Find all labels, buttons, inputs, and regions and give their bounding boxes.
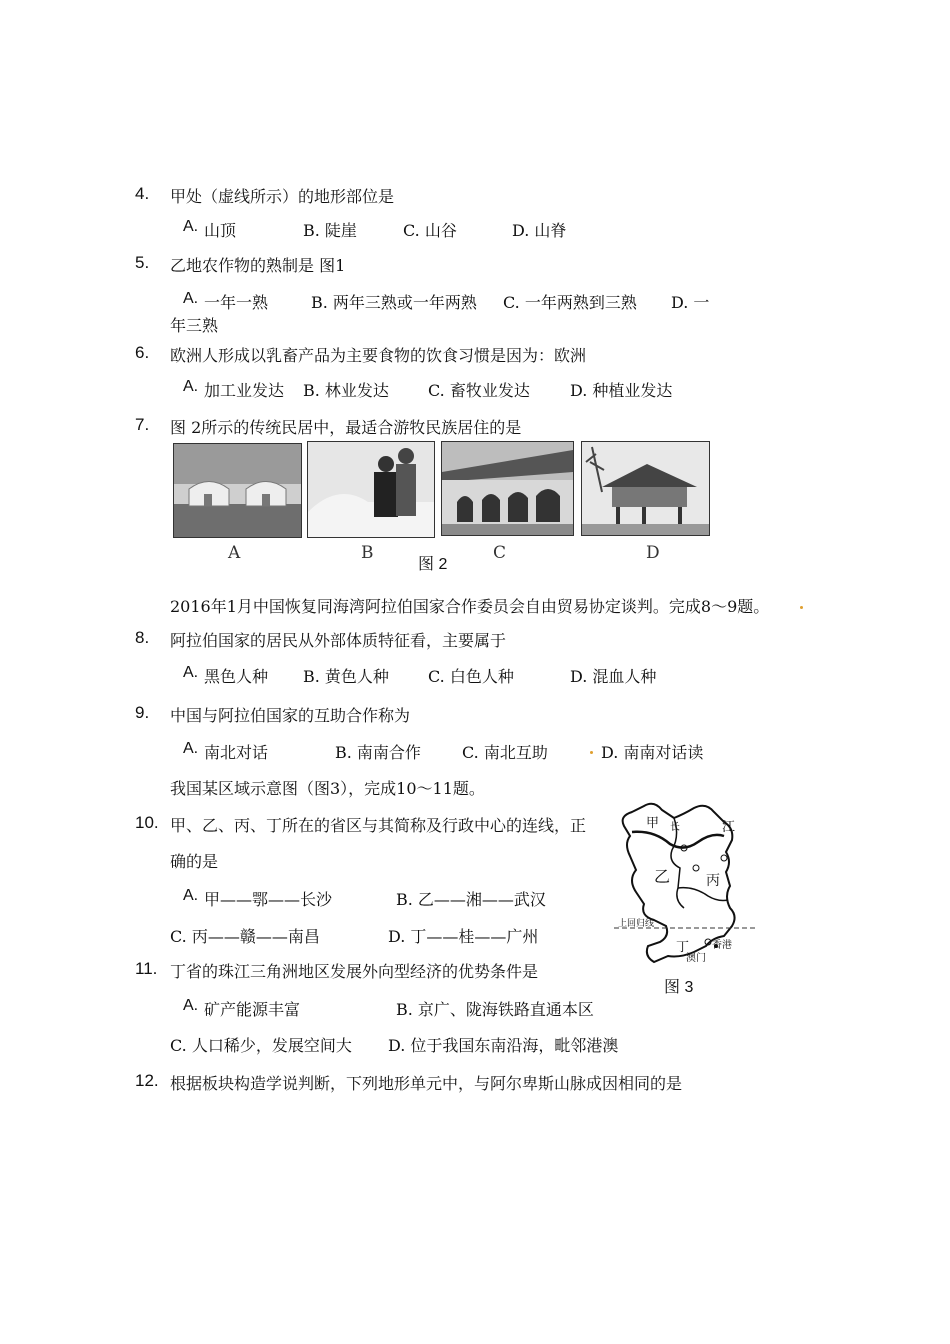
q8-stem: 阿拉伯国家的居民从外部体质特征看，主要属于 [170,631,507,650]
q11-option-a-letter: A. [183,997,199,1014]
q4-number: 4. [135,184,150,203]
map-label-bing: 丙 [706,873,720,889]
q10-option-c: C. 丙——赣——南昌 [170,927,320,946]
q10-number: 10. [135,813,159,832]
orange-mark-2 [590,751,593,754]
map-label-macau: 澳门 [686,953,706,964]
q11-option-a: 矿产能源丰富 [204,1000,301,1019]
q10-option-a-letter: A. [183,887,199,904]
q10-option-b: B. 乙——湘——武汉 [396,890,546,909]
q5-option-b: B. 两年三熟或一年两熟 [311,293,477,312]
q4-option-c: C. 山谷 [403,221,457,240]
q5-number: 5. [135,253,150,272]
photo-b-igloo-people [307,441,435,538]
map-label-hongkong: 香港 [712,940,732,951]
photo-label-b: B [361,543,374,563]
q11-stem: 丁省的珠江三角洲地区发展外向型经济的优势条件是 [170,962,539,981]
q4-stem: 甲处（虚线所示）的地形部位是 [170,187,395,206]
q4-option-a-letter: A. [183,218,199,235]
q9-option-b: B. 南南合作 [335,743,421,762]
map-label-jia: 甲 [646,816,660,831]
q5-stem: 乙地农作物的熟制是 图1 [170,256,346,275]
q10-option-a: 甲——鄂——长沙 [204,890,333,909]
orange-mark [800,606,803,609]
intro-q10-11: 我国某区域示意图（图3），完成10～11题。 [170,779,485,798]
q4-option-b: B. 陡崖 [303,221,357,240]
map-label-tropic: 上回归线 [618,919,655,929]
q6-option-a: 加工业发达 [204,381,285,400]
map-label-chang: 长 [670,822,680,833]
map-label-ding: 丁 [676,940,690,955]
q9-option-a-letter: A. [183,740,199,757]
q7-number: 7. [135,415,150,434]
q6-option-c: C. 畜牧业发达 [428,381,530,400]
q8-option-d: D. 混血人种 [570,667,657,686]
q8-option-a-letter: A. [183,664,199,681]
q5-option-a: 一年一熟 [204,293,269,312]
q11-option-c: C. 人口稀少，发展空间大 [170,1036,352,1055]
q5-option-c: C. 一年两熟到三熟 [503,293,637,312]
q10-option-d: D. 丁——桂——广州 [388,927,539,946]
q6-option-d: D. 种植业发达 [570,381,673,400]
photo-c-cave-dwellings [441,441,574,536]
intro-q8-9: 2016年1月中国恢复同海湾阿拉伯国家合作委员会自由贸易协定谈判。完成8～9题。 [170,597,770,616]
q6-number: 6. [135,343,150,362]
q9-option-c: C. 南北互助 [462,743,548,762]
q12-stem: 根据板块构造学说判断，下列地形单元中，与阿尔卑斯山脉成因相同的是 [170,1074,683,1093]
figure-3-map [614,796,758,971]
q9-option-a: 南北对话 [204,743,269,762]
q8-option-a: 黑色人种 [204,667,269,686]
photo-a-yurts [173,443,302,538]
figure-3-caption: 图 3 [664,979,694,996]
photo-d-stilt-house [581,441,710,536]
q11-option-b: B. 京广、陇海铁路直通本区 [396,1000,594,1019]
q8-option-b: B. 黄色人种 [303,667,389,686]
q5-option-d: D. 一 [671,293,710,312]
q6-option-a-letter: A. [183,378,199,395]
q12-number: 12. [135,1071,159,1090]
map-label-jiang: 江 [722,820,736,835]
q11-option-d: D. 位于我国东南沿海，毗邻港澳 [388,1036,619,1055]
q4-option-a: 山顶 [204,221,237,240]
q5-option-a-letter: A. [183,290,199,307]
figure-2-caption: 图 2 [418,556,448,573]
q7-stem: 图 2所示的传统民居中，最适合游牧民族居住的是 [170,418,522,437]
q10-stem: 甲、乙、丙、丁所在的省区与其简称及行政中心的连线，正 [170,816,587,835]
q9-number: 9. [135,703,150,722]
q11-number: 11. [135,959,158,978]
q5-option-d-wrap: 年三熟 [170,316,219,335]
photo-label-a: A [228,543,241,563]
q10-stem-wrap: 确的是 [170,852,219,871]
photo-label-c: C [493,543,507,563]
q9-option-d: D. 南南对话读 [601,743,704,762]
map-label-yi: 乙 [654,867,671,886]
q8-option-c: C. 白色人种 [428,667,514,686]
q6-option-b: B. 林业发达 [303,381,389,400]
q6-stem: 欧洲人形成以乳畜产品为主要食物的饮食习惯是因为：欧洲 [170,346,587,365]
q8-number: 8. [135,628,150,647]
q4-option-d: D. 山脊 [512,221,567,240]
q9-stem: 中国与阿拉伯国家的互助合作称为 [170,706,411,725]
photo-label-d: D [646,543,660,563]
